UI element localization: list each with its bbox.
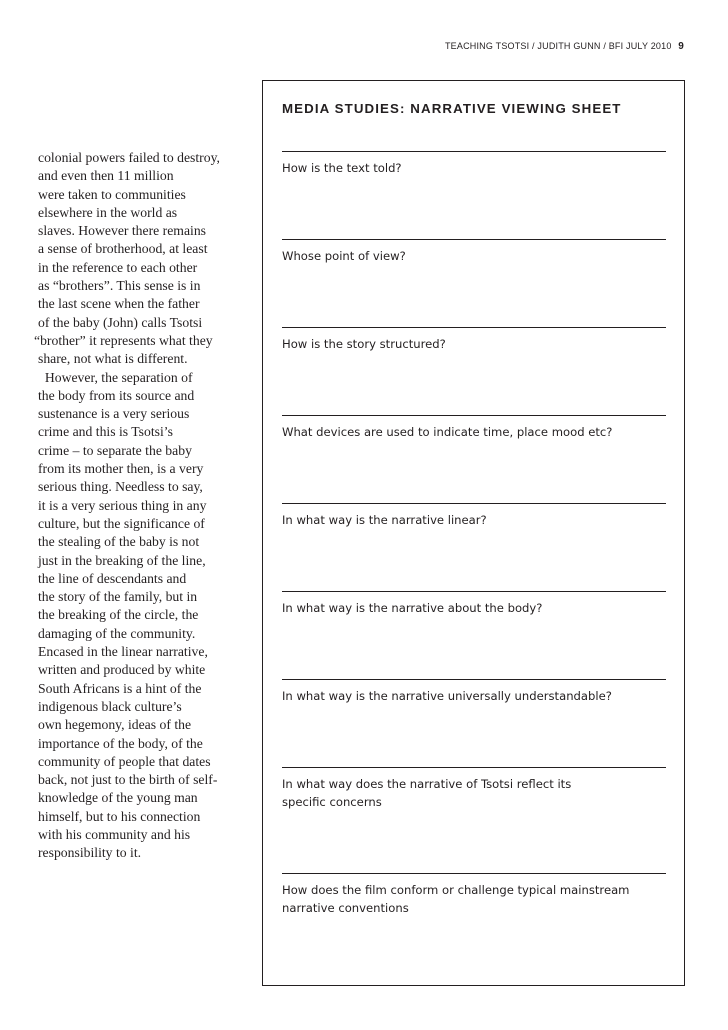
body-line: “brother” it represents what they	[34, 332, 213, 348]
question-line: What devices are used to indicate time, place mood etc?	[282, 425, 613, 439]
question-1	[282, 159, 662, 177]
question-divider	[282, 503, 666, 504]
page-number: 9	[678, 41, 684, 52]
question-line: How is the story structured?	[282, 337, 446, 351]
body-line: serious thing. Needless to say,	[38, 479, 203, 495]
question-divider	[282, 151, 666, 152]
body-line: with his community and his	[38, 826, 191, 842]
body-line: of the baby (John) calls Tsotsi	[38, 314, 203, 330]
question-divider	[282, 767, 666, 768]
body-line: crime and this is Tsotsi’s	[38, 424, 173, 440]
question-line: How is the text told?	[282, 161, 402, 175]
question-5	[282, 511, 662, 529]
question-line: Whose point of view?	[282, 249, 406, 263]
body-line: However, the separation of	[38, 369, 193, 385]
running-title: TEACHING TSOTSI / JUDITH GUNN / BFI JULY 2010	[444, 41, 672, 51]
body-line: Encased in the linear narrative,	[38, 644, 208, 660]
question-7	[282, 687, 662, 705]
question-line: In what way is the narrative linear?	[282, 513, 487, 527]
body-line: importance of the body, of the	[38, 735, 203, 751]
body-line: indigenous black culture’s	[38, 698, 182, 714]
question-line: In what way is the narrative about the body?	[282, 601, 543, 615]
question-divider	[282, 239, 666, 240]
body-line: knowledge of the young man	[38, 790, 198, 806]
body-line: the body from its source and	[38, 387, 195, 403]
body-line: community of people that dates	[38, 753, 211, 769]
body-line: damaging of the community.	[38, 625, 196, 641]
viewing-sheet-box	[262, 80, 685, 986]
body-line: were taken to communities	[38, 186, 186, 202]
body-line: and even then 11 million	[38, 168, 174, 184]
running-header	[445, 41, 684, 52]
body-line: the story of the family, but in	[38, 589, 198, 605]
question-line: narrative conventions	[282, 901, 409, 915]
body-line: the stealing of the baby is not	[38, 534, 200, 550]
question-divider	[282, 591, 666, 592]
body-line: in the reference to each other	[38, 259, 198, 275]
body-line: culture, but the significance of	[38, 515, 205, 531]
body-line: himself, but to his connection	[38, 808, 201, 824]
body-line: South Africans is a hint of the	[38, 680, 202, 696]
body-line: crime – to separate the baby	[38, 442, 192, 458]
body-line: back, not just to the birth of self-	[38, 772, 218, 788]
body-line: sustenance is a very serious	[38, 406, 190, 422]
question-3	[282, 335, 662, 353]
question-line: In what way is the narrative universally understandable?	[282, 689, 612, 703]
body-line: share, not what is different.	[38, 351, 188, 367]
body-line: responsibility to it.	[38, 845, 142, 861]
question-line: In what way does the narrative of Tsotsi reflect its	[282, 777, 572, 791]
body-line: it is a very serious thing in any	[38, 497, 207, 513]
body-line: a sense of brotherhood, at least	[38, 241, 208, 257]
question-6	[282, 599, 662, 617]
body-line: own hegemony, ideas of the	[38, 717, 192, 733]
question-divider	[282, 679, 666, 680]
body-line: the line of descendants and	[38, 570, 187, 586]
question-line: specific concerns	[282, 795, 382, 809]
body-line: elsewhere in the world as	[38, 204, 178, 220]
body-line: from its mother then, is a very	[38, 461, 204, 477]
sheet-title: MEDIA STUDIES: NARRATIVE VIEWING SHEET	[282, 101, 622, 116]
body-line: the breaking of the circle, the	[38, 607, 199, 623]
body-line: slaves. However there remains	[38, 223, 206, 239]
body-text-column	[34, 149, 260, 863]
question-divider	[282, 415, 666, 416]
body-line: written and produced by white	[38, 662, 206, 678]
question-2	[282, 247, 662, 265]
body-line: just in the breaking of the line,	[38, 552, 206, 568]
body-line: colonial powers failed to destroy,	[38, 150, 220, 165]
body-line: the last scene when the father	[38, 296, 200, 312]
body-line: as “brothers”. This sense is in	[38, 278, 201, 294]
question-9	[282, 881, 662, 917]
question-divider	[282, 327, 666, 328]
question-4	[282, 423, 662, 441]
question-8	[282, 775, 662, 811]
question-divider	[282, 873, 666, 874]
question-line: How does the film conform or challenge typical mainstream	[282, 883, 630, 897]
